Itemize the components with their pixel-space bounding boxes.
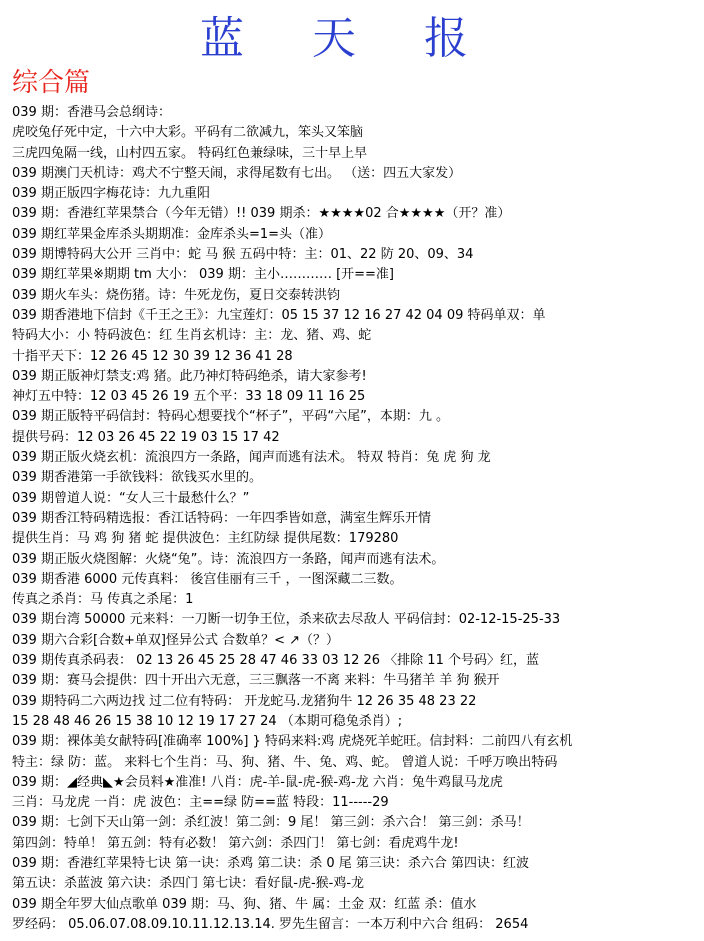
- text-line: 第五诀：杀蓝波 第六诀：杀四门 第七诀：看好鼠-虎-猴-鸡-龙: [12, 876, 365, 892]
- text-line: 039 期：香港红苹果特七诀 第一诀：杀鸡 第二诀：杀 0 尾 第三诀：杀六合 第四诀：红波: [12, 855, 530, 871]
- text-line: 特主：绿 防：蓝。 来料七个生肖：马、狗、猪、牛、兔、鸡、蛇。 曾道人说：千呼万唤出特码: [12, 754, 558, 770]
- text-line: 15 28 48 46 26 15 38 10 12 19 17 27 24 （本期可稳兔杀肖）;: [12, 713, 403, 729]
- title-char: 天: [312, 13, 356, 64]
- section-heading: 综合篇: [12, 68, 91, 98]
- text-line: 039 期红苹果※期期 tm 大小： 039 期：主小………… [开==准]: [12, 267, 395, 283]
- text-line: 十指平天下：12 26 45 12 30 39 12 36 41 28: [12, 348, 293, 364]
- text-line: 039 期：香港马会总纲诗：: [12, 105, 171, 120]
- content-lines: [12, 103, 698, 935]
- text-line: 特码大小：小 特码波色：红 生肖玄机诗：主：龙、猪、鸡、蛇: [12, 328, 372, 344]
- text-line: 039 期澳门天机诗：鸡犬不宁整天闹，求得尾数有七出。 （送：四五大家发）: [12, 165, 462, 181]
- text-line: 039 期正版特平码信封：特码心想要找个“杯子”，平码“六尾”，本期：九 。: [12, 409, 450, 425]
- text-line: 039 期香江特码精选报：香江话特码：一年四季皆如意，满室生辉乐开情: [12, 510, 431, 526]
- text-line: 第四剑：特单！ 第五剑：特有必数！ 第六剑：杀四门！ 第七剑：看虎鸡牛龙!: [12, 835, 459, 851]
- text-line: 039 期曾道人说：“女人三十最愁什么？”: [12, 490, 250, 506]
- text-line: 039 期红苹果金库杀头期期准：金库杀头=1=头（准）: [12, 226, 332, 242]
- text-line: 罗经码： 05.06.07.08.09.10.11.12.13.14. 罗先生留言：一本万利中六合 组码： 2654: [12, 916, 529, 932]
- text-line: 039 期：香港红苹果禁合（今年无错）!! 039 期杀：★★★★02 合★★★★（开？准）: [12, 206, 511, 222]
- text-line: 039 期六合彩[合数+单双]怪异公式 合数单？< ↗（？）: [12, 632, 340, 648]
- text-line: 039 期：裸体美女献特码[准确率 100%] } 特码来料:鸡 虎烧死羊蛇旺。信封料：二前四八有玄机: [12, 734, 573, 750]
- title-char: 报: [424, 13, 468, 64]
- text-line: 提供生肖：马 鸡 狗 猪 蛇 提供波色：主红防绿 提供尾数：179280: [12, 531, 399, 547]
- text-line: 神灯五中特：12 03 45 26 19 五个平：33 18 09 11 16 25: [12, 389, 366, 405]
- header-title: [0, 2, 704, 64]
- text-line: 039 期传真杀码表： 02 13 26 45 25 28 47 46 33 03 12 26 〈排除 11 个号码〉红，蓝: [12, 653, 539, 669]
- text-line: 039 期正版神灯禁支:鸡 猪。此乃神灯特码绝杀，请大家参考!: [12, 368, 367, 384]
- text-line: 039 期正版火烧图解：火烧“兔”。诗：流浪四方一条路，闻声而逃有法术。: [12, 551, 445, 567]
- text-line: 三虎四兔隔一线，山村四五家。 特码红色兼绿味，三十早上早: [12, 145, 368, 161]
- text-line: 039 期香港 6000 元传真料： 後宫佳丽有三千 ，一图深藏二三数。: [12, 571, 403, 587]
- text-line: 039 期特码二六两边找 过二位有特码： 开龙蛇马.龙猪狗牛 12 26 35 48 23 22: [12, 693, 477, 709]
- text-line: 039 期：赛马会提供：四十开出六无意，三三飘落一不离 来料：牛马猪羊 羊 狗 猴开: [12, 673, 500, 689]
- text-line: 039 期火车头：烧伤猪。诗：牛死龙伤，夏日交泰转洪钧: [12, 287, 340, 303]
- text-line: 039 期正版四字梅花诗：九九重阳: [12, 186, 210, 202]
- text-line: 039 期香港第一手欲钱料：欲钱买水里的。: [12, 470, 262, 486]
- text-line: 039 期香港地下信封《千王之王》：九宝莲灯：05 15 37 12 16 27 42 04 09 特码单双：单: [12, 307, 546, 323]
- text-line: 039 期全年罗大仙点歌单 039 期：马、狗、猪、牛 属：土金 双：红蓝 杀：值水: [12, 896, 477, 912]
- text-line: 提供号码：12 03 26 45 22 19 03 15 17 42: [12, 429, 280, 445]
- text-line: 039 期台湾 50000 元来料：一刀断一切争王位，杀来砍去尽敌人 平码信封：02-12-15-25-33: [12, 612, 561, 628]
- text-line: 039 期正版火烧玄机：流浪四方一条路，闻声而逃有法术。 特双 特肖：兔 虎 狗 龙: [12, 450, 491, 466]
- text-line: 039 期博特码大公开 三肖中：蛇 马 猴 五码中特：主：01、22 防 20、09、34: [12, 247, 474, 263]
- text-line: 三肖：马龙虎 一肖：虎 波色：主==绿 防==蓝 特段：11-----29: [12, 795, 389, 811]
- text-line: 039 期：七剑下天山第一剑：杀红波！第二剑：9 尾！ 第三剑：杀六合！ 第三剑：杀马！: [12, 815, 530, 831]
- title-char: 蓝: [200, 13, 244, 64]
- text-line: 虎咬兔仔死中定，十六中大彩。平码有二欲减九，笨头又笨脑: [12, 125, 364, 141]
- text-line: 传真之杀肖：马 传真之杀尾：1: [12, 592, 194, 608]
- text-line: 039 期：◢经典◣★会员料★准准! 八肖：虎-羊-鼠-虎-猴-鸡-龙 六肖：兔牛鸡鼠马龙虎: [12, 774, 503, 790]
